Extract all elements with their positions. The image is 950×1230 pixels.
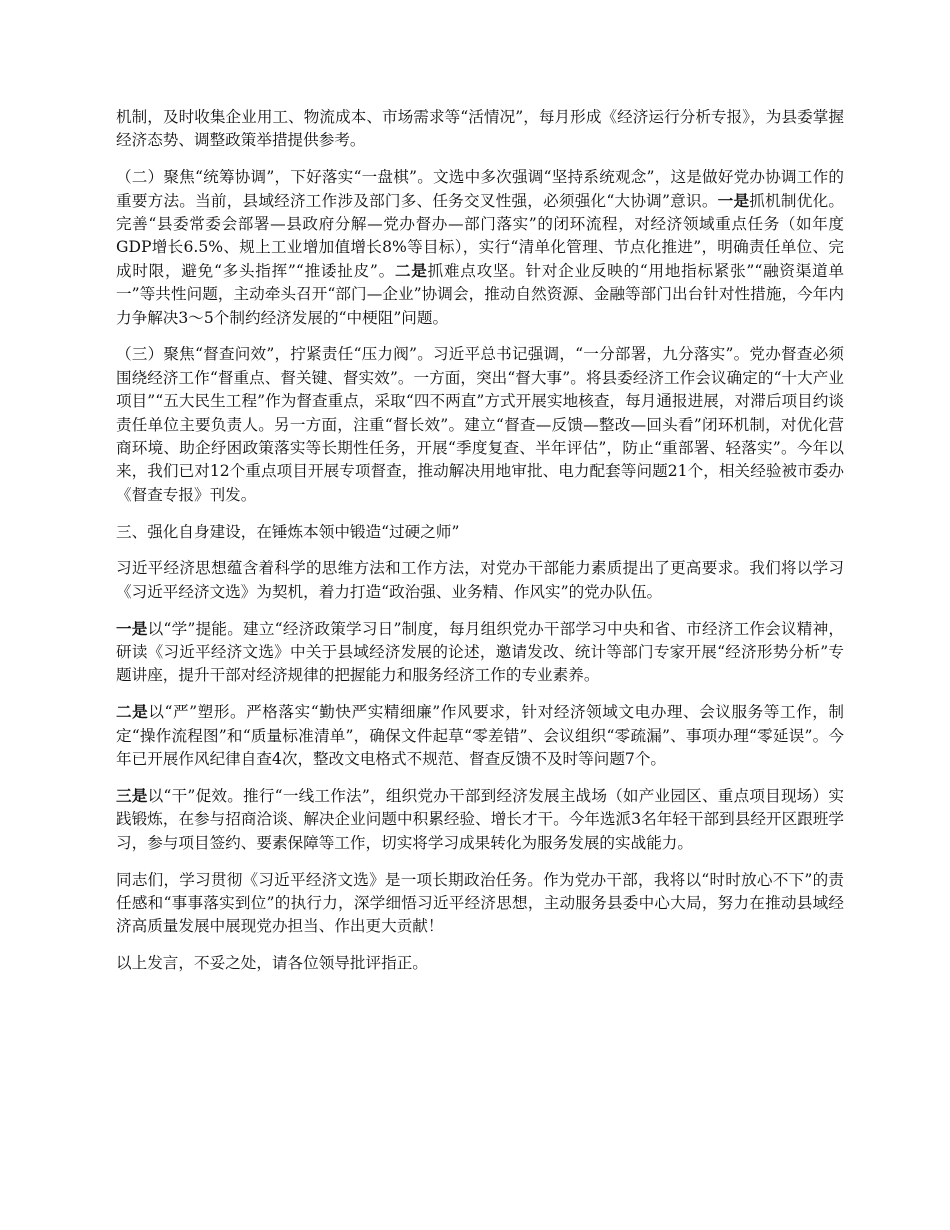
item-one-text: 以“学”提能。建立“经济政策学习日”制度，每月组织党办干部学习中央和省、市经济工作会议精神，研读《习近平经济文选》中关于县域经济发展的论述，邀请发改、统计等部门专家开展“经济形势分析”专题讲座，提升干部对经济规律的把握能力和服务经济工作的专业素养。: [116, 619, 844, 685]
paragraph-8-practice: [116, 785, 844, 855]
closing-remark: 以上发言，不妥之处，请各位领导批评指正。: [116, 954, 428, 973]
paragraph-5: 习近平经济思想蕴含着科学的思维方法和工作方法，对党办干部能力素质提出了更高要求。我们将以学习《习近平经济文选》为契机，着力打造“政治强、业务精、作风实”的党办队伍。: [116, 559, 844, 601]
item-one-label: 一是: [116, 619, 148, 638]
paragraph-2-coordination: [116, 166, 844, 330]
paragraph-7-discipline: [116, 701, 844, 771]
paragraph-9-conclusion: 同志们，学习贯彻《习近平经济文选》是一项长期政治任务。作为党办干部，我将以“时时放心不下”的责任感和“事事落实到位”的执行力，深学细悟习近平经济思想，主动服务县委中心大局，努力在推动县域经济高质量发展中展现党办担当、作出更大贡献！: [116, 870, 844, 936]
point-two-label: 二是: [394, 261, 428, 280]
point-one-label: 一是: [717, 191, 750, 210]
paragraph-2-intro: （二）聚焦“统筹协调”，下好落实“一盘棋”。文选中多次强调“坚持系统观念”，这是做好党办协调工作的重要方法。当前，县域经济工作涉及部门多、任务交叉性强，必须强化“大协调”意识。: [116, 168, 844, 210]
paragraph-1: 机制，及时收集企业用工、物流成本、市场需求等“活情况”，每月形成《经济运行分析专报》，为县委掌握经济态势、调整政策举措提供参考。: [116, 108, 844, 150]
document-body: [116, 106, 844, 989]
paragraph-6-learning: [116, 618, 844, 688]
section-heading-3: 三、强化自身建设，在锤炼本领中锻造“过硬之师”: [116, 522, 460, 541]
point-one-text: 抓机制优化。完善“县委常委会部署—县政府分解—党办督办—部门落实”的闭环流程，对经济领域重点任务（如年度GDP增长6.5%、规上工业增加值增长8%等目标），实行“清单化管理、节点化推进”，明确责任单位、完成时限，避免“多头指挥”“推诿扯皮”。: [116, 191, 844, 280]
item-two-text: 以“严”塑形。严格落实“勤快严实精细廉”作风要求，针对经济领域文电办理、会议服务等工作，制定“操作流程图”和“质量标准清单”，确保文件起草“零差错”、会议组织“零疏漏”、事项办理“零延误”。今年已开展作风纪律自查4次，整改文电格式不规范、督查反馈不及时等问题7个。: [116, 703, 844, 769]
item-three-text: 以“干”促效。推行“一线工作法”，组织党办干部到经济发展主战场（如产业园区、重点项目现场）实践锻炼，在参与招商洽谈、解决企业问题中积累经验、增长才干。今年选派3名年轻干部到县经开区跟班学习，参与项目签约、要素保障等工作，切实将学习成果转化为服务发展的实战能力。: [116, 786, 845, 852]
item-two-label: 二是: [116, 703, 149, 722]
paragraph-3-supervision: （三）聚焦“督查问效”，拧紧责任“压力阀”。习近平总书记强调，“一分部署，九分落实”。党办督查必须围绕经济工作“督重点、督关键、督实效”。一方面，突出“督大事”。将县委经济工作会议确定的“十大产业项目”“五大民生工程”作为督查重点，采取“四不两直”方式开展实地核查，每月通报进展，对滞后项目约谈责任单位主要负责人。另一方面，注重“督长效”。建立“督查—反馈—整改—回头看”闭环机制，对优化营商环境、助企纾困政策落实等长期性任务，开展“季度复查、半年评估”，防止“重部署、轻落实”。今年以来，我们已对12个重点项目开展专项督查，推动解决用地审批、电力配套等问题21个，相关经验被市委办《督查专报》刊发。: [116, 345, 844, 504]
item-three-label: 三是: [116, 786, 148, 805]
point-two-text: 抓难点攻坚。针对企业反映的“用地指标紧张”“融资渠道单一”等共性问题，主动牵头召开“部门—企业”协调会，推动自然资源、金融等部门出台针对性措施，今年内力争解决3～5个制约经济发展的“中梗阻”问题。: [116, 261, 844, 327]
